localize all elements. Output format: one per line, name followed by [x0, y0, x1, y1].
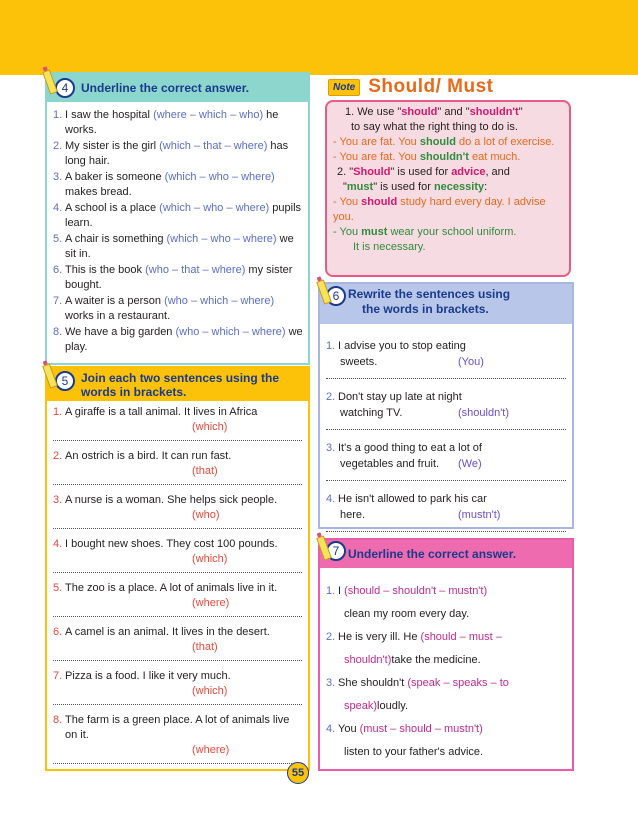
item-number: 3. [53, 494, 63, 506]
item-text: A giraffe is a tall animal. It lives in Africa [65, 406, 258, 418]
note-example-3: - You should study hard every day. I advise you. [333, 196, 546, 223]
exercise-6-box [318, 282, 574, 529]
item-number: 2. [326, 631, 336, 643]
list-item-cont [320, 649, 572, 672]
item-text: I bought new shoes. They cost 100 pounds. [65, 538, 278, 550]
item-number: 5. [53, 582, 63, 594]
item-text [65, 232, 304, 262]
sentence-end: take the medicine. [391, 654, 481, 666]
item-text [338, 626, 502, 649]
sentence-end: makes bread. [65, 186, 132, 198]
item-text-cont: sweets. [340, 356, 378, 368]
exercise-4-header [47, 74, 308, 102]
top-banner [0, 0, 638, 75]
answer-line [326, 378, 566, 379]
list-item [47, 669, 308, 684]
item-number: 4. [326, 493, 336, 505]
note-rule-1: 1. We use "should" and "shouldn't" [345, 106, 523, 118]
item-text-cont: here. [340, 509, 366, 521]
exercise-number: 6 [326, 286, 346, 306]
list-item [53, 263, 304, 293]
sentence-start: A chair is something [65, 233, 167, 245]
exercise-title-line-2: the words in brackets. [362, 302, 489, 316]
sentence-end: we sit in. [65, 233, 294, 260]
answer-line [326, 531, 566, 532]
item-number: 6. [53, 626, 63, 638]
answer-options: (which – who – where) [164, 171, 275, 183]
answer-options: (who – which – where) [164, 295, 275, 307]
answer-options: (should – shouldn't – mustn't) [344, 585, 488, 597]
list-item [320, 440, 572, 456]
item-text: The zoo is a place. A lot of animals live in it. [65, 582, 278, 594]
item-number: 2. [326, 391, 336, 403]
sentence-start: My sister is the girl [65, 140, 160, 152]
note-heading [328, 76, 494, 98]
item-number: 3. [326, 442, 336, 454]
item-number: 1. [326, 585, 336, 597]
list-item [53, 170, 304, 200]
exercise-5-header [47, 368, 308, 401]
bracket-hint: (who) [192, 509, 220, 521]
item-text: Don't stay up late at night [338, 391, 462, 403]
exercise-5-list [47, 401, 308, 764]
item-text-cont: watching TV. [340, 407, 403, 419]
exercise-6-list [320, 324, 572, 532]
list-item-cont [320, 354, 572, 370]
bracket-hint: (that) [192, 465, 218, 477]
list-item [53, 294, 304, 324]
list-item [53, 108, 304, 138]
answer-options: (should – must – [420, 631, 502, 643]
item-number: 2. [53, 450, 63, 462]
item-number: 5. [53, 233, 63, 245]
answer-options: (who – that – where) [145, 264, 246, 276]
item-text [338, 580, 487, 603]
list-item [320, 338, 572, 354]
item-text: It's a good thing to eat a lot of [338, 442, 482, 454]
answer-options: (which – who – where) [166, 233, 277, 245]
list-item [47, 449, 308, 464]
exercise-number: 7 [326, 541, 346, 561]
bracket-hint: (which) [192, 553, 228, 565]
list-item-cont [320, 405, 572, 421]
sentence-end: pupils learn. [65, 202, 302, 229]
sentence-end: my sister bought. [65, 264, 293, 291]
note-example-4: - You must wear your school uniform. [333, 226, 517, 238]
exercise-6-header [320, 284, 572, 324]
answer-line [53, 572, 302, 573]
answer-line [53, 616, 302, 617]
item-text: I advise you to stop eating [338, 340, 466, 352]
answer-line [326, 429, 566, 430]
sentence-start: You [338, 723, 360, 735]
note-rule-2-cont: "must" is used for necessity: [343, 181, 488, 193]
bracket-hint: (shouldn't) [458, 407, 510, 419]
bracket-hint: (You) [458, 356, 484, 368]
list-item [47, 493, 308, 508]
answer-options: (which – that – where) [159, 140, 268, 152]
list-item [320, 672, 572, 695]
sentence-end: listen to your father's advice. [344, 746, 484, 758]
bracket-hint: (where) [192, 597, 230, 609]
item-text [65, 108, 304, 138]
list-item [320, 580, 572, 603]
answer-line [53, 440, 302, 441]
item-number: 7. [53, 670, 63, 682]
answer-options: (who – which – where) [175, 326, 286, 338]
item-text: He isn't allowed to park his car [338, 493, 487, 505]
item-number: 8. [53, 714, 63, 726]
item-number: 1. [53, 406, 63, 418]
sentence-start: I [338, 585, 345, 597]
list-item-cont [320, 695, 572, 718]
item-number: 7. [53, 295, 63, 307]
list-item [320, 491, 572, 507]
item-text [65, 325, 304, 355]
list-item [47, 625, 308, 640]
list-item [47, 713, 308, 743]
item-number: 8. [53, 326, 63, 338]
sentence-start: She shouldn't [338, 677, 408, 689]
list-item [53, 201, 304, 231]
sentence-start: We have a big garden [65, 326, 176, 338]
answer-line [326, 480, 566, 481]
bracket-hint: (mustn't) [458, 509, 501, 521]
sentence-end: he works. [65, 109, 279, 136]
bracket-hint: (which) [192, 685, 228, 697]
exercise-number: 4 [55, 78, 75, 98]
item-number: 4. [53, 202, 63, 214]
bracket-hint: (We) [458, 458, 482, 470]
item-text [65, 170, 304, 200]
list-item-cont [320, 741, 572, 764]
item-text [338, 672, 509, 695]
answer-options-cont: speak) [344, 700, 378, 712]
sentence-start: I saw the hospital [65, 109, 154, 121]
note-example-4-cont: It is necessary. [353, 241, 426, 253]
item-text [65, 294, 304, 324]
item-text [65, 263, 304, 293]
sentence-start: A waiter is a person [65, 295, 165, 307]
answer-line [53, 528, 302, 529]
list-item [53, 139, 304, 169]
answer-options-cont: shouldn't) [344, 654, 392, 666]
bracket-hint: (which) [192, 421, 228, 433]
exercise-7-list [320, 568, 572, 764]
bracket-hint: (where) [192, 744, 230, 756]
list-item-cont [320, 507, 572, 523]
exercise-title: Underline the correct answer. [348, 547, 517, 561]
exercise-4-box [45, 72, 310, 365]
page-number: 55 [287, 762, 309, 784]
answer-line [53, 763, 302, 764]
note-title: Should/ Must [368, 76, 494, 97]
answer-options: (must – should – mustn't) [359, 723, 483, 735]
item-number: 4. [326, 723, 336, 735]
item-text-cont: vegetables and fruit. [340, 458, 440, 470]
note-example-1: - You are fat. You should do a lot of exercise. [333, 136, 555, 148]
sentence-end: clean my room every day. [344, 608, 470, 620]
note-badge: Note [328, 79, 360, 96]
item-number: 1. [53, 109, 63, 121]
note-box [325, 100, 571, 277]
item-text: Pizza is a food. I like it very much. [65, 670, 231, 682]
sentence-end: loudly. [377, 700, 409, 712]
answer-options: (speak – speaks – to [407, 677, 509, 689]
answer-line [53, 660, 302, 661]
answer-line [53, 704, 302, 705]
item-number: 6. [53, 264, 63, 276]
item-text: The farm is a green place. A lot of animals live on it. [65, 714, 290, 741]
list-item [47, 537, 308, 552]
sentence-end: works in a restaurant. [65, 310, 171, 322]
list-item-cont [320, 456, 572, 472]
item-text [65, 201, 304, 231]
exercise-title: Underline the correct answer. [81, 81, 250, 95]
note-example-2: - You are fat. You shouldn't eat much. [333, 151, 521, 163]
sentence-start: A baker is someone [65, 171, 165, 183]
exercise-7-header [320, 540, 572, 568]
answer-options: (where – which – who) [153, 109, 264, 121]
bracket-hint: (that) [192, 641, 218, 653]
list-item [53, 232, 304, 262]
item-number: 1. [326, 340, 336, 352]
note-rule-2: 2. "Should" is used for advice, and [337, 166, 510, 178]
exercise-title-line-1: Rewrite the sentences using [348, 287, 511, 301]
exercise-5-box [45, 366, 310, 771]
list-item [47, 581, 308, 596]
answer-line [53, 484, 302, 485]
sentence-start: He is very ill. He [338, 631, 421, 643]
list-item-cont [320, 603, 572, 626]
answer-options: (which – who – where) [159, 202, 270, 214]
item-number: 2. [53, 140, 63, 152]
list-item [47, 405, 308, 420]
item-number: 4. [53, 538, 63, 550]
sentence-start: A school is a place [65, 202, 160, 214]
exercise-4-list [47, 102, 308, 355]
item-number: 3. [53, 171, 63, 183]
item-text: A nurse is a woman. She helps sick people. [65, 494, 278, 506]
sentence-start: This is the book [65, 264, 146, 276]
note-rule-1-cont: to say what the right thing to do is. [351, 121, 518, 133]
item-text: An ostrich is a bird. It can run fast. [65, 450, 232, 462]
exercise-number: 5 [55, 371, 75, 391]
item-text [338, 718, 483, 741]
sentence-end: we play. [65, 326, 303, 353]
item-number: 3. [326, 677, 336, 689]
sentence-end: has long hair. [65, 140, 289, 167]
item-text: A camel is an animal. It lives in the desert. [65, 626, 270, 638]
exercise-title: Join each two sentences using the words in brackets. [81, 371, 280, 399]
exercise-7-box [318, 538, 574, 771]
item-text [65, 139, 304, 169]
list-item [53, 325, 304, 355]
list-item [320, 718, 572, 741]
list-item [320, 389, 572, 405]
list-item [320, 626, 572, 649]
